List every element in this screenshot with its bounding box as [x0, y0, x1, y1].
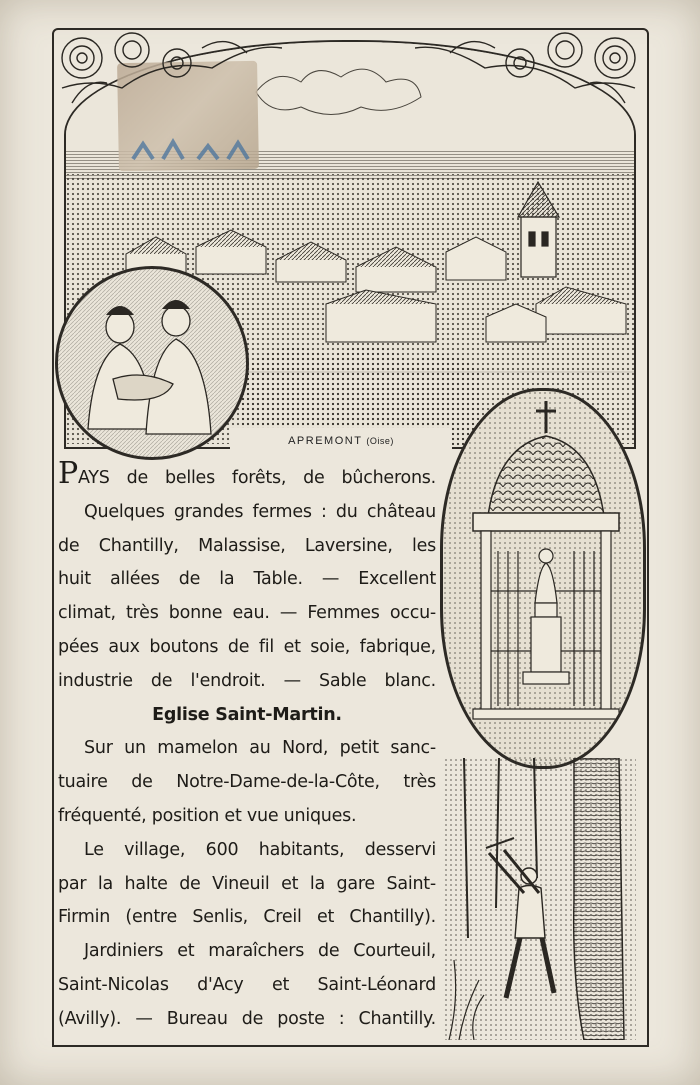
- text-line: Quelques grandes fermes : du château: [84, 501, 436, 522]
- text-line: (Avilly). — Bureau de poste : Chantilly.: [58, 1008, 436, 1029]
- notre-dame-chapel-vignette: [440, 388, 646, 769]
- stamp-ink-marks: [128, 134, 253, 164]
- text-line: fréquenté, position et vue uniques.: [58, 805, 357, 826]
- text-line: Le village, 600 habitants, desservi: [84, 839, 436, 860]
- text-line: Sur un mamelon au Nord, petit sanc-: [84, 738, 436, 759]
- drop-cap: P: [58, 456, 78, 491]
- text-line: climat, très bonne eau. — Femmes occu-: [58, 603, 436, 624]
- text-line: Saint-Nicolas d'Acy et Saint-Léonard: [58, 974, 436, 995]
- department-name: (Oise): [366, 436, 394, 446]
- church-heading: Eglise Saint-Martin.: [152, 704, 342, 725]
- text-line: huit allées de la Table. — Excellent: [58, 569, 436, 590]
- text-line: de Chantilly, Malassise, Laversine, les: [58, 535, 436, 556]
- women-sewing-medallion: [55, 266, 249, 460]
- place-name: APREMONT: [288, 435, 363, 447]
- rose-garland-right-icon: [415, 28, 645, 128]
- text-line: Firmin (entre Senlis, Creil et Chantilly).: [58, 907, 436, 928]
- description-text: [58, 456, 436, 1037]
- text-line: pées aux boutons de fil et soie, fabrique,: [58, 636, 436, 657]
- text-line-rest: AYS de belles forêts, de bûcherons.: [77, 468, 436, 488]
- text-line: Jardiniers et maraîchers de Courteuil,: [84, 941, 436, 962]
- woodcutter-drawing: [444, 758, 636, 1040]
- place-caption: [230, 428, 452, 454]
- text-line: industrie de l'endroit. — Sable blanc.: [58, 670, 436, 691]
- chapel-drawing: [443, 391, 643, 766]
- woodcutter-vignette: [444, 758, 636, 1040]
- rose-garland-left-icon: [52, 28, 282, 128]
- text-line: par la halte de Vineuil et la gare Saint-: [58, 873, 436, 894]
- text-line: [58, 456, 436, 496]
- text-line: tuaire de Notre-Dame-de-la-Côte, très: [58, 772, 436, 793]
- women-sewing-drawing: [58, 269, 246, 457]
